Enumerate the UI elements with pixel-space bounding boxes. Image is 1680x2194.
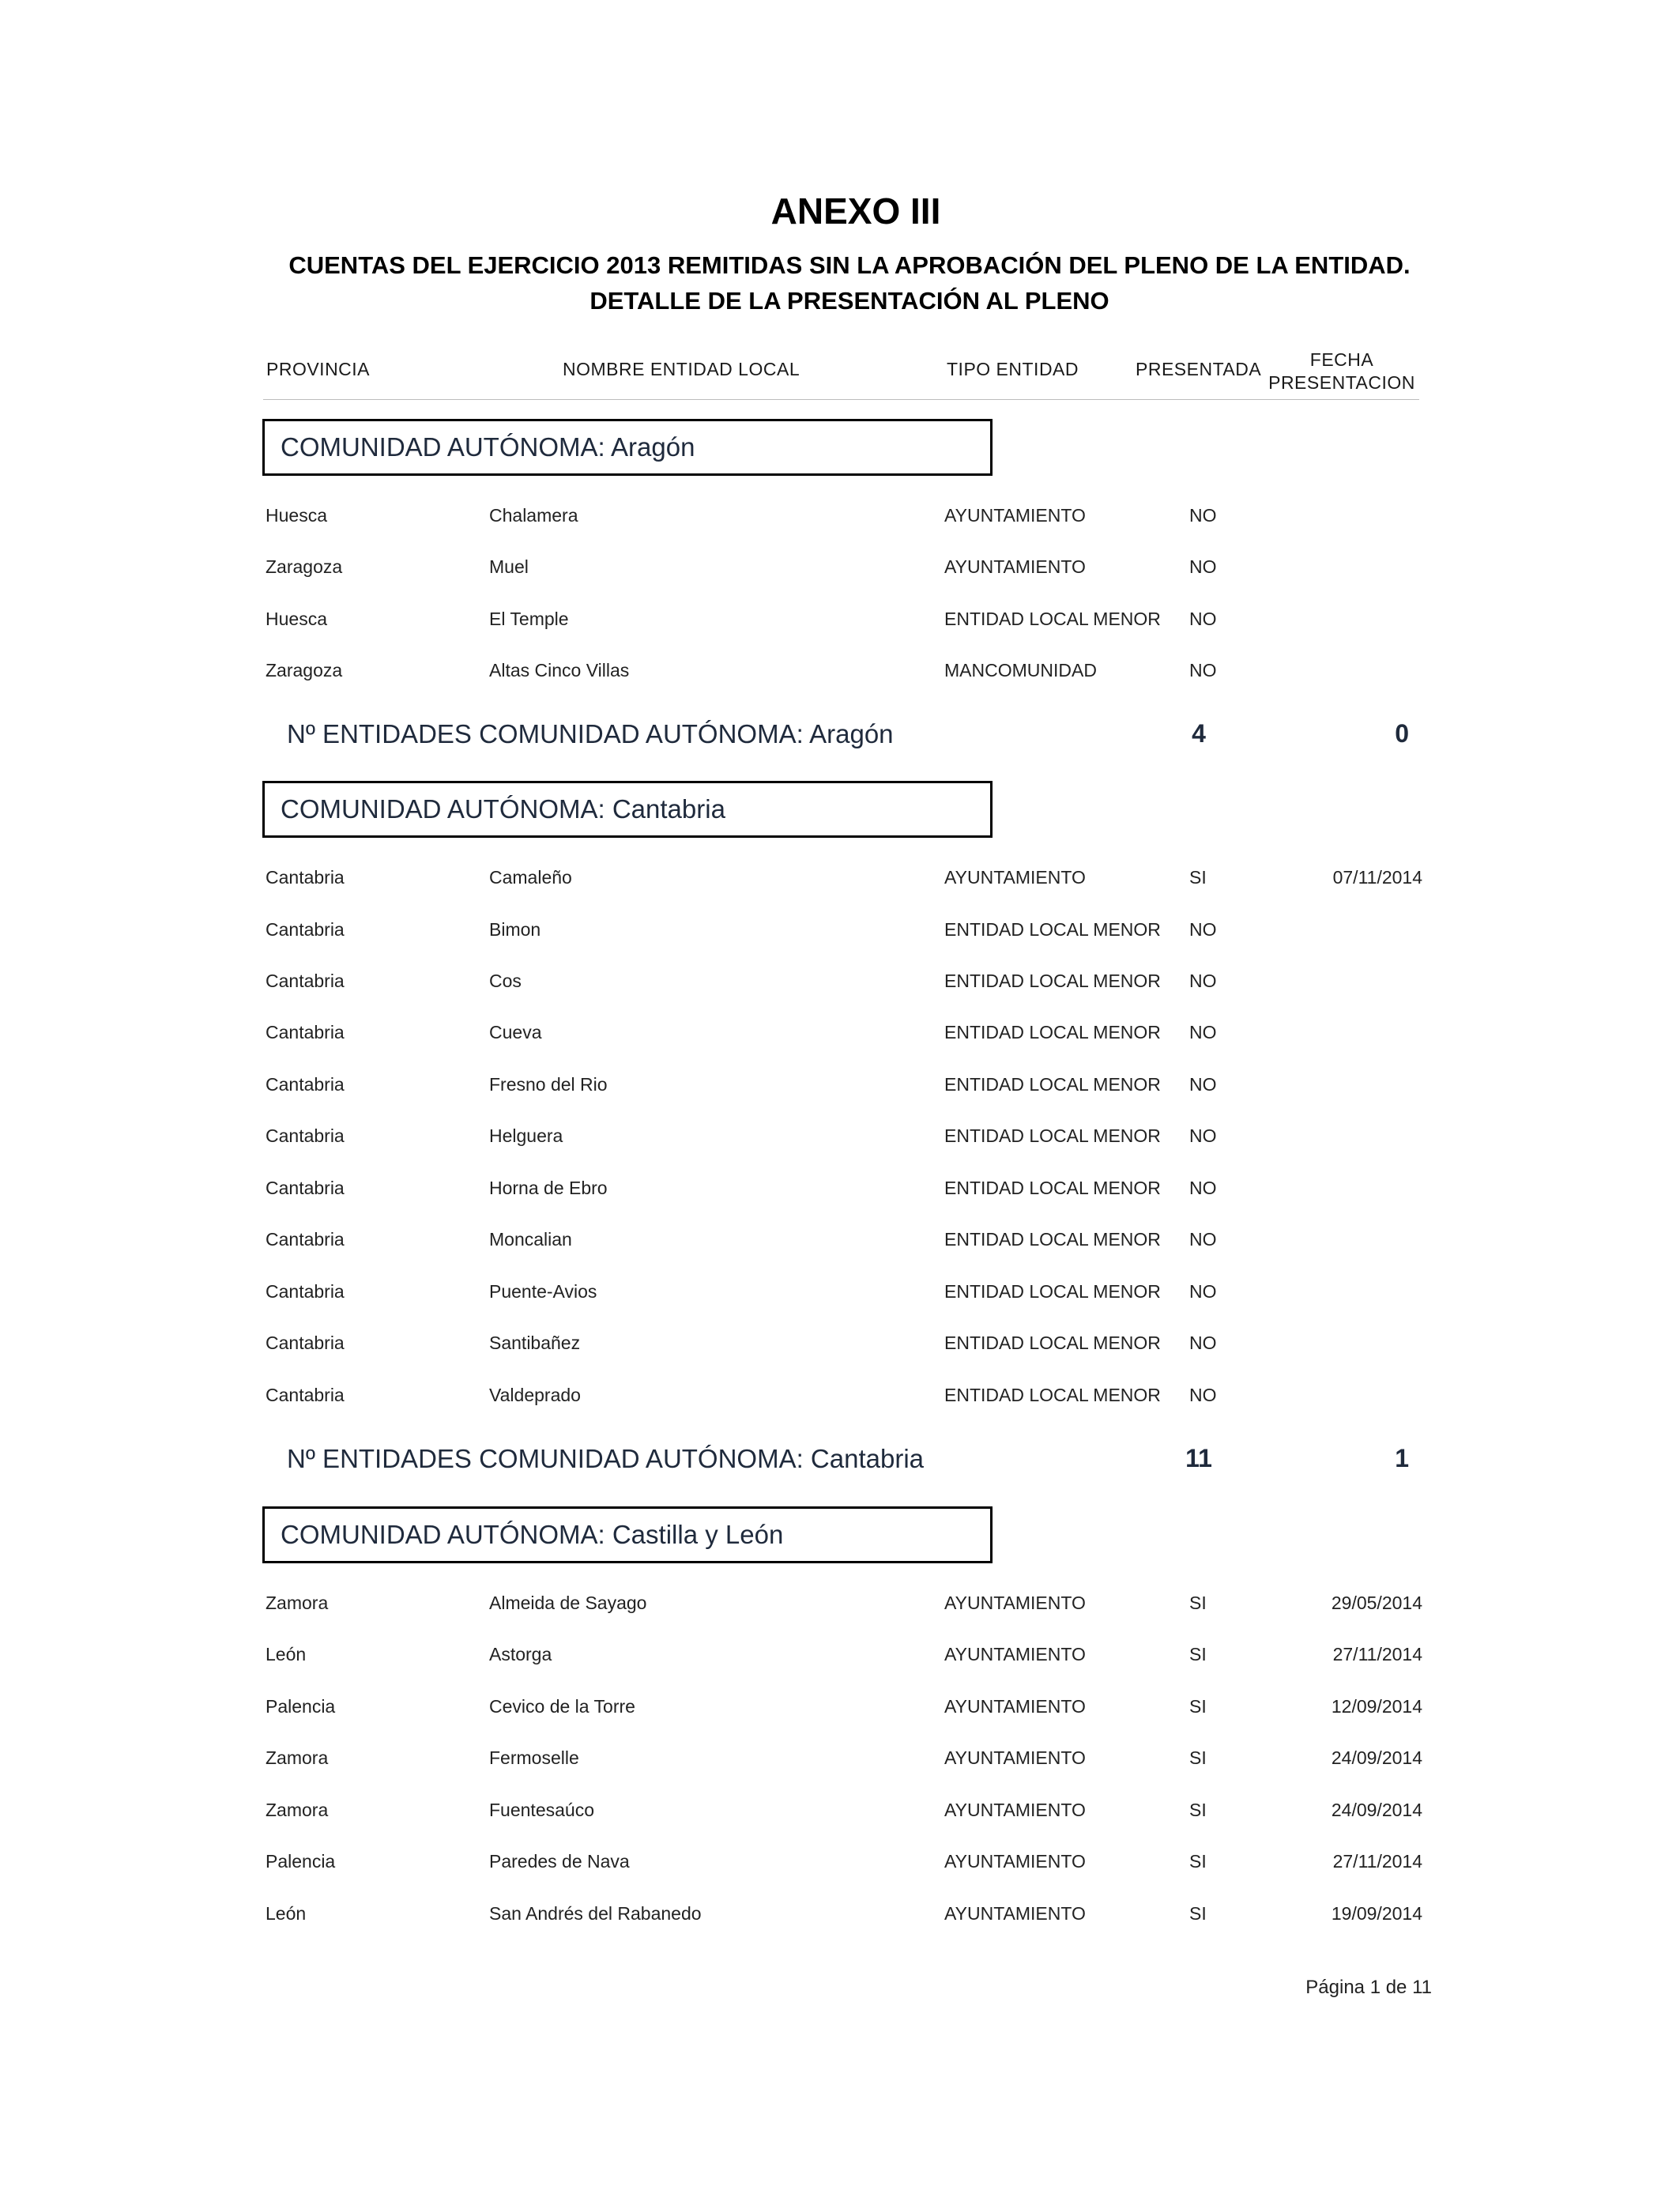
region-header-box: COMUNIDAD AUTÓNOMA: Castilla y León	[262, 1506, 993, 1563]
table-row	[0, 1903, 1680, 1935]
cell-tipo: AYUNTAMIENTO	[944, 1644, 1086, 1664]
cell-tipo: ENTIDAD LOCAL MENOR	[944, 1178, 1161, 1198]
cell-nombre: Bimon	[489, 919, 541, 940]
cell-presentada: NO	[1189, 1229, 1217, 1250]
cell-nombre: Santibañez	[489, 1333, 581, 1353]
cell-provincia: Cantabria	[266, 1333, 345, 1353]
total-label: Nº ENTIDADES COMUNIDAD AUTÓNOMA: Cantabria	[287, 1444, 925, 1473]
cell-presentada: NO	[1189, 660, 1217, 680]
cell-presentada: SI	[1189, 1593, 1207, 1613]
cell-fecha: 29/05/2014	[1331, 1593, 1422, 1613]
cell-tipo: AYUNTAMIENTO	[944, 1800, 1086, 1820]
cell-provincia: Cantabria	[266, 867, 345, 888]
subtitle-line-2: DETALLE DE LA PRESENTACIÓN AL PLENO	[590, 287, 1109, 315]
column-header-nombre: NOMBRE ENTIDAD LOCAL	[563, 359, 800, 379]
cell-nombre: Muel	[489, 556, 529, 577]
cell-nombre: Puente-Avios	[489, 1281, 597, 1302]
cell-tipo: ENTIDAD LOCAL MENOR	[944, 971, 1161, 991]
cell-presentada: NO	[1189, 556, 1217, 577]
page-number: Página 1 de 11	[1305, 1977, 1432, 1998]
column-header-fecha-line-1: FECHA	[1309, 349, 1374, 370]
cell-nombre: Cevico de la Torre	[489, 1696, 635, 1717]
table-row	[0, 609, 1680, 640]
cell-fecha: 07/11/2014	[1332, 867, 1422, 888]
table-row	[0, 1178, 1680, 1209]
cell-provincia: Cantabria	[266, 971, 345, 991]
cell-provincia: Cantabria	[266, 1125, 345, 1146]
cell-presentada: SI	[1189, 1747, 1207, 1768]
cell-nombre: Moncalian	[489, 1229, 572, 1250]
table-row	[0, 1385, 1680, 1416]
table-row	[0, 1696, 1680, 1728]
cell-nombre: Chalamera	[489, 505, 578, 526]
cell-tipo: ENTIDAD LOCAL MENOR	[944, 1333, 1161, 1353]
cell-provincia: Cantabria	[266, 919, 345, 940]
region-total-row	[0, 719, 1680, 759]
cell-presentada: NO	[1189, 1333, 1217, 1353]
cell-tipo: MANCOMUNIDAD	[944, 660, 1097, 680]
total-presented: 1	[1395, 1444, 1409, 1472]
total-presented: 0	[1395, 719, 1409, 748]
cell-nombre: Paredes de Nava	[489, 1851, 630, 1872]
cell-presentada: NO	[1189, 1385, 1217, 1405]
cell-tipo: AYUNTAMIENTO	[944, 867, 1086, 888]
cell-provincia: Huesca	[266, 609, 327, 629]
table-row	[0, 1644, 1680, 1676]
cell-provincia: Zamora	[266, 1593, 329, 1613]
cell-provincia: Zaragoza	[266, 556, 343, 577]
cell-tipo: AYUNTAMIENTO	[944, 505, 1086, 526]
cell-tipo: AYUNTAMIENTO	[944, 1696, 1086, 1717]
subtitle-line-1: CUENTAS DEL EJERCICIO 2013 REMITIDAS SIN LA APROBACIÓN DEL PLENO DE LA ENTIDAD.	[288, 251, 1411, 279]
table-row	[0, 1074, 1680, 1106]
table-row	[0, 1851, 1680, 1883]
cell-provincia: Cantabria	[266, 1229, 345, 1250]
cell-presentada: NO	[1189, 505, 1217, 526]
cell-provincia: Cantabria	[266, 1281, 345, 1302]
region-total-row	[0, 1444, 1680, 1483]
cell-nombre: Almeida de Sayago	[489, 1593, 647, 1613]
header-divider	[263, 399, 1419, 400]
cell-fecha: 12/09/2014	[1331, 1696, 1422, 1717]
column-header-presentada: PRESENTADA	[1136, 359, 1262, 379]
cell-provincia: Zamora	[266, 1800, 329, 1820]
table-row	[0, 1800, 1680, 1831]
table-row	[0, 1747, 1680, 1779]
cell-nombre: Valdeprado	[489, 1385, 581, 1405]
table-row	[0, 556, 1680, 588]
table-row	[0, 1593, 1680, 1624]
table-row	[0, 505, 1680, 537]
cell-nombre: Cos	[489, 971, 522, 991]
table-row	[0, 1229, 1680, 1261]
cell-provincia: Huesca	[266, 505, 327, 526]
table-row	[0, 1022, 1680, 1054]
cell-fecha: 24/09/2014	[1331, 1747, 1422, 1768]
cell-tipo: AYUNTAMIENTO	[944, 1593, 1086, 1613]
cell-provincia: Zamora	[266, 1747, 329, 1768]
cell-nombre: El Temple	[489, 609, 569, 629]
cell-tipo: ENTIDAD LOCAL MENOR	[944, 1229, 1161, 1250]
cell-provincia: Cantabria	[266, 1074, 345, 1095]
cell-fecha: 27/11/2014	[1332, 1851, 1422, 1872]
cell-provincia: Palencia	[266, 1696, 336, 1717]
total-count: 11	[1185, 1444, 1212, 1472]
cell-nombre: Fuentesaúco	[489, 1800, 594, 1820]
cell-tipo: AYUNTAMIENTO	[944, 1903, 1086, 1924]
cell-fecha: 27/11/2014	[1332, 1644, 1422, 1664]
cell-nombre: Cueva	[489, 1022, 542, 1042]
table-row	[0, 660, 1680, 692]
column-header-fecha	[1251, 349, 1433, 394]
cell-presentada: SI	[1189, 1800, 1207, 1820]
cell-presentada: NO	[1189, 1125, 1217, 1146]
cell-provincia: Cantabria	[266, 1385, 345, 1405]
cell-provincia: Cantabria	[266, 1178, 345, 1198]
cell-presentada: NO	[1189, 1178, 1217, 1198]
total-count: 4	[1192, 719, 1206, 748]
cell-tipo: ENTIDAD LOCAL MENOR	[944, 919, 1161, 940]
cell-nombre: Fermoselle	[489, 1747, 579, 1768]
table-row	[0, 919, 1680, 951]
table-row	[0, 867, 1680, 899]
cell-presentada: NO	[1189, 609, 1217, 629]
cell-presentada: NO	[1189, 1281, 1217, 1302]
cell-nombre: Camaleño	[489, 867, 572, 888]
region-header-box: COMUNIDAD AUTÓNOMA: Cantabria	[262, 781, 993, 838]
cell-nombre: Altas Cinco Villas	[489, 660, 630, 680]
cell-nombre: Fresno del Rio	[489, 1074, 608, 1095]
cell-presentada: NO	[1189, 1074, 1217, 1095]
region-header-box: COMUNIDAD AUTÓNOMA: Aragón	[262, 419, 993, 476]
cell-presentada: NO	[1189, 971, 1217, 991]
cell-nombre: Helguera	[489, 1125, 563, 1146]
cell-presentada: SI	[1189, 867, 1207, 888]
cell-tipo: ENTIDAD LOCAL MENOR	[944, 1281, 1161, 1302]
cell-provincia: León	[266, 1903, 307, 1924]
table-row	[0, 971, 1680, 1002]
page-title: ANEXO III	[770, 190, 941, 232]
cell-provincia: Palencia	[266, 1851, 336, 1872]
cell-presentada: SI	[1189, 1696, 1207, 1717]
column-header-provincia: PROVINCIA	[266, 359, 371, 379]
table-row	[0, 1281, 1680, 1313]
column-header-fecha-line-2: PRESENTACION	[1268, 372, 1415, 393]
table-row	[0, 1125, 1680, 1157]
cell-provincia: Cantabria	[266, 1022, 345, 1042]
cell-presentada: SI	[1189, 1644, 1207, 1664]
cell-tipo: ENTIDAD LOCAL MENOR	[944, 1125, 1161, 1146]
cell-provincia: León	[266, 1644, 307, 1664]
cell-presentada: NO	[1189, 1022, 1217, 1042]
cell-tipo: AYUNTAMIENTO	[944, 1851, 1086, 1872]
cell-fecha: 24/09/2014	[1331, 1800, 1422, 1820]
cell-tipo: ENTIDAD LOCAL MENOR	[944, 1074, 1161, 1095]
cell-provincia: Zaragoza	[266, 660, 343, 680]
cell-tipo: AYUNTAMIENTO	[944, 556, 1086, 577]
cell-fecha: 19/09/2014	[1331, 1903, 1422, 1924]
table-row	[0, 1333, 1680, 1364]
cell-tipo: AYUNTAMIENTO	[944, 1747, 1086, 1768]
cell-presentada: NO	[1189, 919, 1217, 940]
cell-nombre: San Andrés del Rabanedo	[489, 1903, 702, 1924]
column-header-tipo: TIPO ENTIDAD	[947, 359, 1079, 379]
cell-tipo: ENTIDAD LOCAL MENOR	[944, 609, 1161, 629]
cell-tipo: ENTIDAD LOCAL MENOR	[944, 1022, 1161, 1042]
cell-tipo: ENTIDAD LOCAL MENOR	[944, 1385, 1161, 1405]
cell-nombre: Astorga	[489, 1644, 552, 1664]
cell-presentada: SI	[1189, 1903, 1207, 1924]
total-label: Nº ENTIDADES COMUNIDAD AUTÓNOMA: Aragón	[287, 719, 894, 748]
cell-presentada: SI	[1189, 1851, 1207, 1872]
cell-nombre: Horna de Ebro	[489, 1178, 608, 1198]
